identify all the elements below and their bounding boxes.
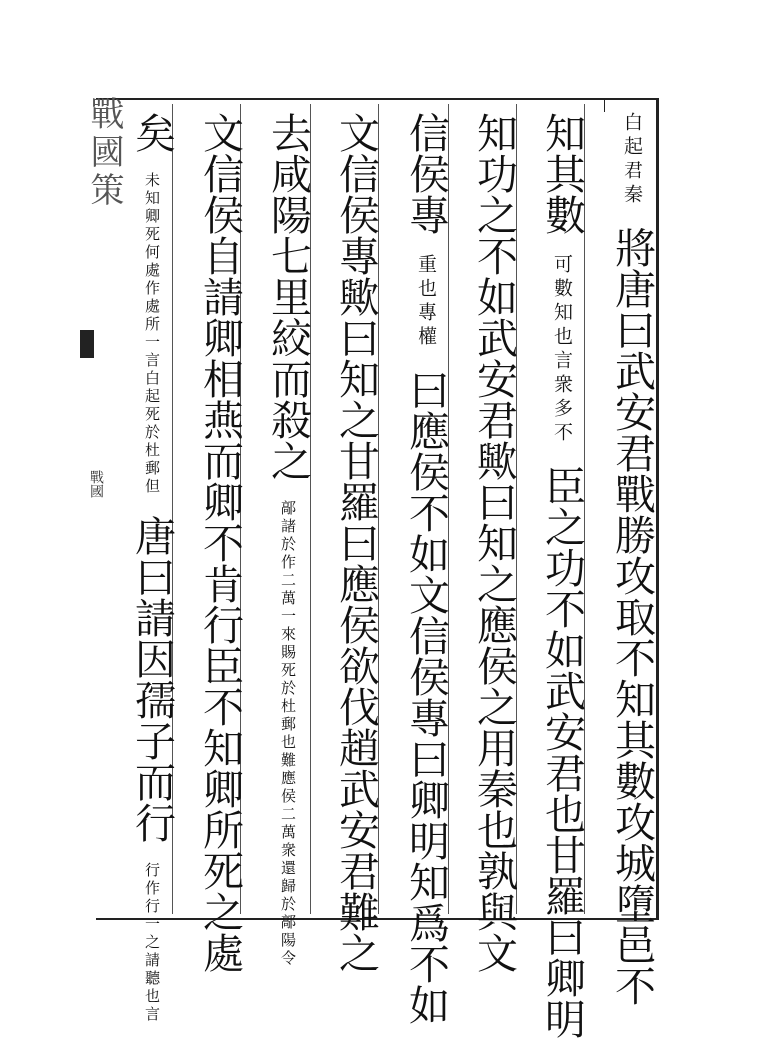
main-text: 去咸陽七里絞而殺之 <box>264 112 312 481</box>
main-text: 將唐曰武安君戰勝攻取不知其數攻城墮邑不 <box>608 227 656 1006</box>
text-column-8 <box>112 112 176 1024</box>
gutter-small-label: 戰國 <box>88 470 104 498</box>
annotation-line: 難應侯二萬衆還歸於鄗陽令 <box>279 752 297 968</box>
main-text: 唐曰請因孺子而行 <box>128 515 176 843</box>
gutter-title: 戰國策 <box>84 96 124 210</box>
text-column-3 <box>454 112 518 973</box>
annotation-line: 言白起死於杜郵但 <box>143 352 161 496</box>
annotation-note <box>552 254 571 446</box>
main-text: 知其數 <box>538 112 586 235</box>
annotation-note <box>144 172 159 496</box>
annotation-line: 白起 <box>621 112 643 160</box>
annotation-note <box>416 254 435 350</box>
text-column-2 <box>522 112 586 1039</box>
annotation-line: 重也 <box>415 254 437 302</box>
text-column-1 <box>592 112 656 1006</box>
main-text: 臣之功不如武安君也甘羅曰卿明 <box>538 465 586 1039</box>
annotation-note <box>144 862 159 1024</box>
text-column-7 <box>180 112 244 973</box>
text-column-5 <box>316 112 380 973</box>
annotation-note <box>280 500 295 968</box>
annotation-note <box>622 112 641 208</box>
annotation-line: 可數知也 <box>551 254 573 350</box>
frame-edge-tick <box>604 98 605 112</box>
main-text: 文信侯自請卿相燕而卿不肯行臣不知卿所死之處 <box>196 112 244 973</box>
frame-right-border <box>656 98 659 920</box>
annotation-line: 未知卿死何處作處所一 <box>143 172 161 352</box>
annotation-line: 專權 <box>415 302 437 350</box>
frame-top-border <box>96 98 658 100</box>
text-column-4 <box>386 112 450 1025</box>
annotation-line: 行作行一之 <box>143 862 161 952</box>
gutter-marker <box>80 330 94 358</box>
main-text: 矣 <box>128 112 176 153</box>
annotation-line: 言衆多不 <box>551 350 573 446</box>
annotation-line: 鄗諸於作二萬一來賜死於杜郵也 <box>279 500 297 752</box>
annotation-line: 君秦 <box>621 160 643 208</box>
annotation-line: 請聽也言 <box>143 952 161 1024</box>
main-text: 曰應侯不如文信侯專曰卿明知爲不如 <box>402 369 450 1025</box>
main-text: 知功之不如武安君歟曰知之應侯之用秦也孰與文 <box>470 112 518 973</box>
text-column-6 <box>248 112 312 968</box>
main-text: 文信侯專歟曰知之甘羅曰應侯欲伐趙武安君難之 <box>332 112 380 973</box>
main-text: 信侯專 <box>402 112 450 235</box>
